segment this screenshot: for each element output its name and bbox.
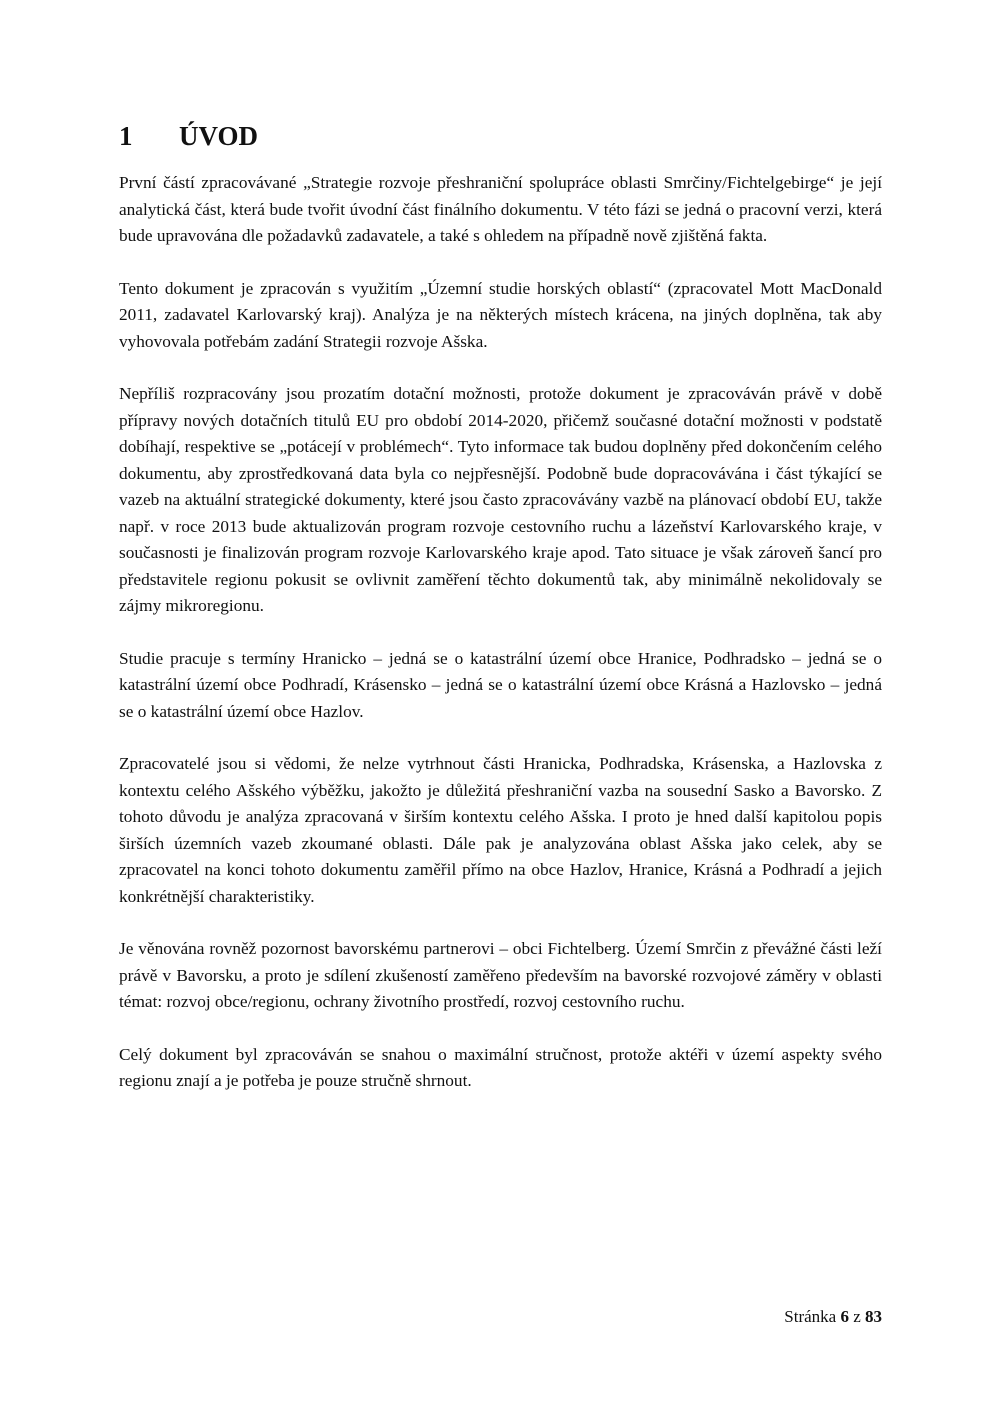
chapter-heading [119,116,258,156]
paragraph: Zpracovatelé jsou si vědomi, že nelze vytrhnout části Hranicka, Podhradska, Krásenska, a Hazlovska z kontextu celého Ašského výběžku, jakožto je důležitá přeshraniční vazba na sousední Sasko a Bavorsko. Z tohoto důvodu je analýza zpracovaná v širším kontextu celého Ašska. I proto je hned další kapitolou popis širších územních vazeb zkoumané oblasti. Dále pak je analyzována oblast Ašska jako celek, aby se zpracovatel na konci tohoto dokumentu zaměřil přímo na obce Hazlov, Hranice, Krásná a Podhradí a jejich konkrétnější charakteristiky. [119,754,882,906]
page-footer [784,1305,882,1329]
chapter-title: ÚVOD [179,121,258,151]
current-page-number: 6 [840,1307,849,1326]
body-text [119,170,882,1121]
chapter-number: 1 [119,121,133,151]
paragraph: Studie pracuje s termíny Hranicko – jedná se o katastrální území obce Hranice, Podhradsko – jedná se o katastrální území obce Podhradí, Krásensko – jedná se o katastrální území obce Krásná a Hazlovsko – jedná se o katastrální území obce Hazlov. [119,648,882,721]
total-pages-number: 83 [865,1307,882,1326]
page-separator: z [853,1307,861,1326]
paragraph: Tento dokument je zpracován s využitím „Územní studie horských oblastí“ (zpracovatel Mott MacDonald 2011, zadavatel Karlovarský kraj). Analýza je na některých místech krácena, na jiných doplněna, tak aby vyhovovala potřebám zadání Strategii rozvoje Ašska. [119,278,882,351]
paragraph: Je věnována rovněž pozornost bavorskému partnerovi – obci Fichtelberg. Území Smrčin z převážné části leží právě v Bavorsku, a proto je sdílení zkušeností zaměřeno především na bavorské rozvojové záměry v oblasti témat: rozvoj obce/regionu, ochrany životního prostředí, rozvoj cestovního ruchu. [119,939,882,1011]
paragraph: První částí zpracovávané „Strategie rozvoje přeshraniční spolupráce oblasti Smrčiny/Fichtelgebirge“ je její analytická část, která bude tvořit úvodní část finálního dokumentu. V této fázi se jedná o pracovní verzi, která bude upravována dle požadavků zadavatele, a také s ohledem na případně nově zjištěná fakta. [119,173,882,245]
paragraph: Nepříliš rozpracovány jsou prozatím dotační možnosti, protože dokument je zpracováván právě v době přípravy nových dotačních titulů EU pro období 2014-2020, přičemž současné dotační možnosti v podstatě dobíhají, respektive se „potácejí v problémech“. Tyto informace tak budou doplněny před dokončením celého dokumentu, aby zprostředkovaná data byla co nejpřesnější. Podobně bude dopracovávána i část týkající se vazeb na aktuální strategické dokumenty, které jsou často zpracovávány vazbě na plánovací období EU, takže např. v roce 2013 bude aktualizován program rozvoje cestovního ruchu a lázeňství Karlovarského kraje, v současnosti je finalizován program rozvoje Karlovarského kraje apod. Tato situace je však zároveň šancí pro představitele regionu pokusit se ovlivnit zaměření těchto dokumentů tak, aby minimálně nekolidovaly se zájmy mikroregionu. [119,384,882,615]
paragraph: Celý dokument byl zpracováván se snahou o maximální stručnost, protože aktéři v území aspekty svého regionu znají a je potřeba je pouze stručně shrnout. [119,1044,882,1090]
page-label: Stránka [784,1307,837,1326]
